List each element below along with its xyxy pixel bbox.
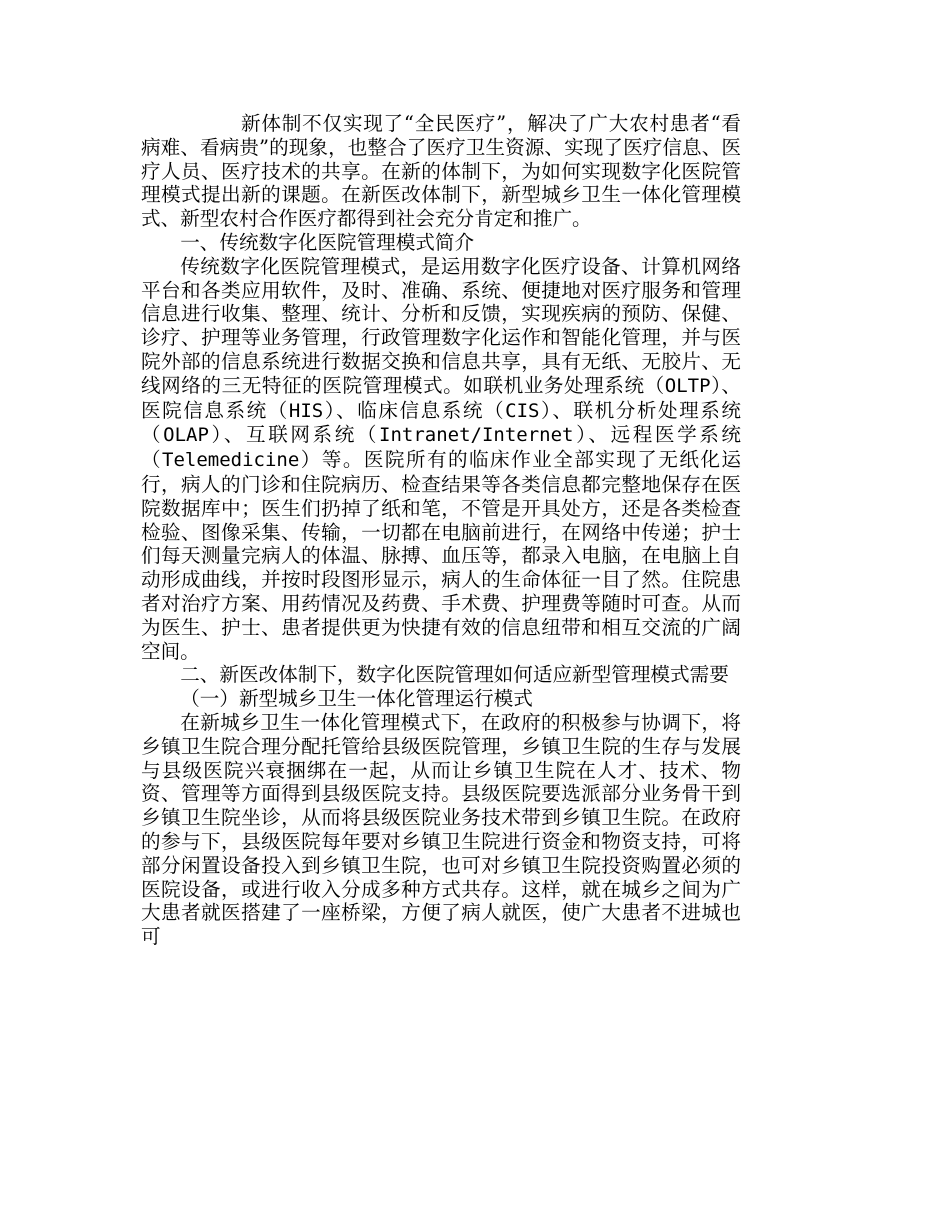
term-oltp: OLTP (664, 374, 711, 397)
section-heading-2-text: 二、新医改体制下，数字化医院管理如何适应新型管理模式需要 (180, 663, 729, 687)
document-body (141, 112, 741, 949)
term-cis: CIS (505, 399, 540, 422)
paragraph-text: 在新城乡卫生一体化管理模式下，在政府的积极参与协调下，将乡镇卫生院合理分配托管给县级医院管理，乡镇卫生院的生存与发展与县级医院兴衰捆绑在一起，从而让乡镇卫生院在人才、技术、物资、管理等方面得到县级医院支持。县级医院要选派部分业务骨干到乡镇卫生院坐诊，从而将县级医院业务技术带到乡镇卫生院。在政府的参与下，县级医院每年要对乡镇卫生院进行资金和物资支持，可将部分闲置设备投入到乡镇卫生院，也可对乡镇卫生院投资购置必须的医院设备，或进行收入分成多种方式共存。这样，就在城乡之间为广大患者就医搭建了一座桥梁，方便了病人就医，使广大患者不进城也可 (141, 710, 741, 949)
paragraph-text: ）、联机分析处理系统（ (141, 398, 742, 447)
paragraph-traditional-model (141, 255, 741, 664)
section-heading-3 (141, 687, 741, 711)
term-olap: OLAP (163, 424, 209, 447)
section-heading-3-text: （一）新型城乡卫生一体化管理运行模式 (180, 687, 533, 711)
paragraph-text: ）、医院信息系统（ (141, 373, 742, 422)
section-heading-1-text: 一、传统数字化医院管理模式简介 (180, 230, 475, 254)
paragraph-text: ）、互联网系统（ (208, 423, 380, 447)
paragraph-text: ）等。医院所有的临床作业全部实现了无纸化运行，病人的门诊和住院病历、检查结果等各类信息都完整地保存在医院数据库中；医生们扔掉了纸和笔，不管是开具处方，还是各类检查检验、图像采集、传输，一切都在电脑前进行，在网络中传递；护士们每天测量完病人的体温、脉搏、血压等，都录入电脑，在电脑上自动形成曲线，并按时段图形显示，病人的生命体征一目了然。住院患者对治疗方案、用药情况及药费、手术费、护理费等随时可查。从而为医生、护士、患者提供更为快捷有效的信息纽带和相互交流的广阔空间。 (141, 448, 742, 663)
section-heading-2 (141, 663, 741, 687)
term-his: HIS (288, 399, 324, 422)
paragraph-text: ）、远程医学系统（ (141, 423, 742, 472)
section-heading-1 (141, 231, 741, 255)
paragraph-intro-text: 新体制不仅实现了“全民医疗”，解决了广大农村患者“看病难、看病贵”的现象，也整合了医疗卫生资源、实现了医疗信息、医疗人员、医疗技术的共享。在新的体制下，为如何实现数字化医院管理模式提出新的课题。在新医改体制下，新型城乡卫生一体化管理模式、新型农村合作医疗都得到社会充分肯定和推广。 (141, 112, 741, 231)
term-internet: Intranet/Internet (379, 424, 574, 447)
paragraph-text: 传统数字化医院管理模式，是运用数字化医疗设备、计算机网络平台和各类应用软件，及时、准确、系统、便捷地对医疗服务和管理信息进行收集、整理、统计、分析和反馈，实现疾病的预防、保健、诊疗、护理等业务管理，行政管理数字化运作和智能化管理，并与医院外部的信息系统进行数据交换和信息共享，具有无纸、无胶片、无线网络的三无特征的医院管理模式。如联机业务处理系统（ (141, 254, 741, 397)
paragraph-text: ）、临床信息系统（ (323, 398, 506, 422)
paragraph-integrated-model (141, 711, 741, 949)
paragraph-intro (141, 112, 741, 231)
term-telemedicine: Telemedicine (162, 449, 300, 472)
